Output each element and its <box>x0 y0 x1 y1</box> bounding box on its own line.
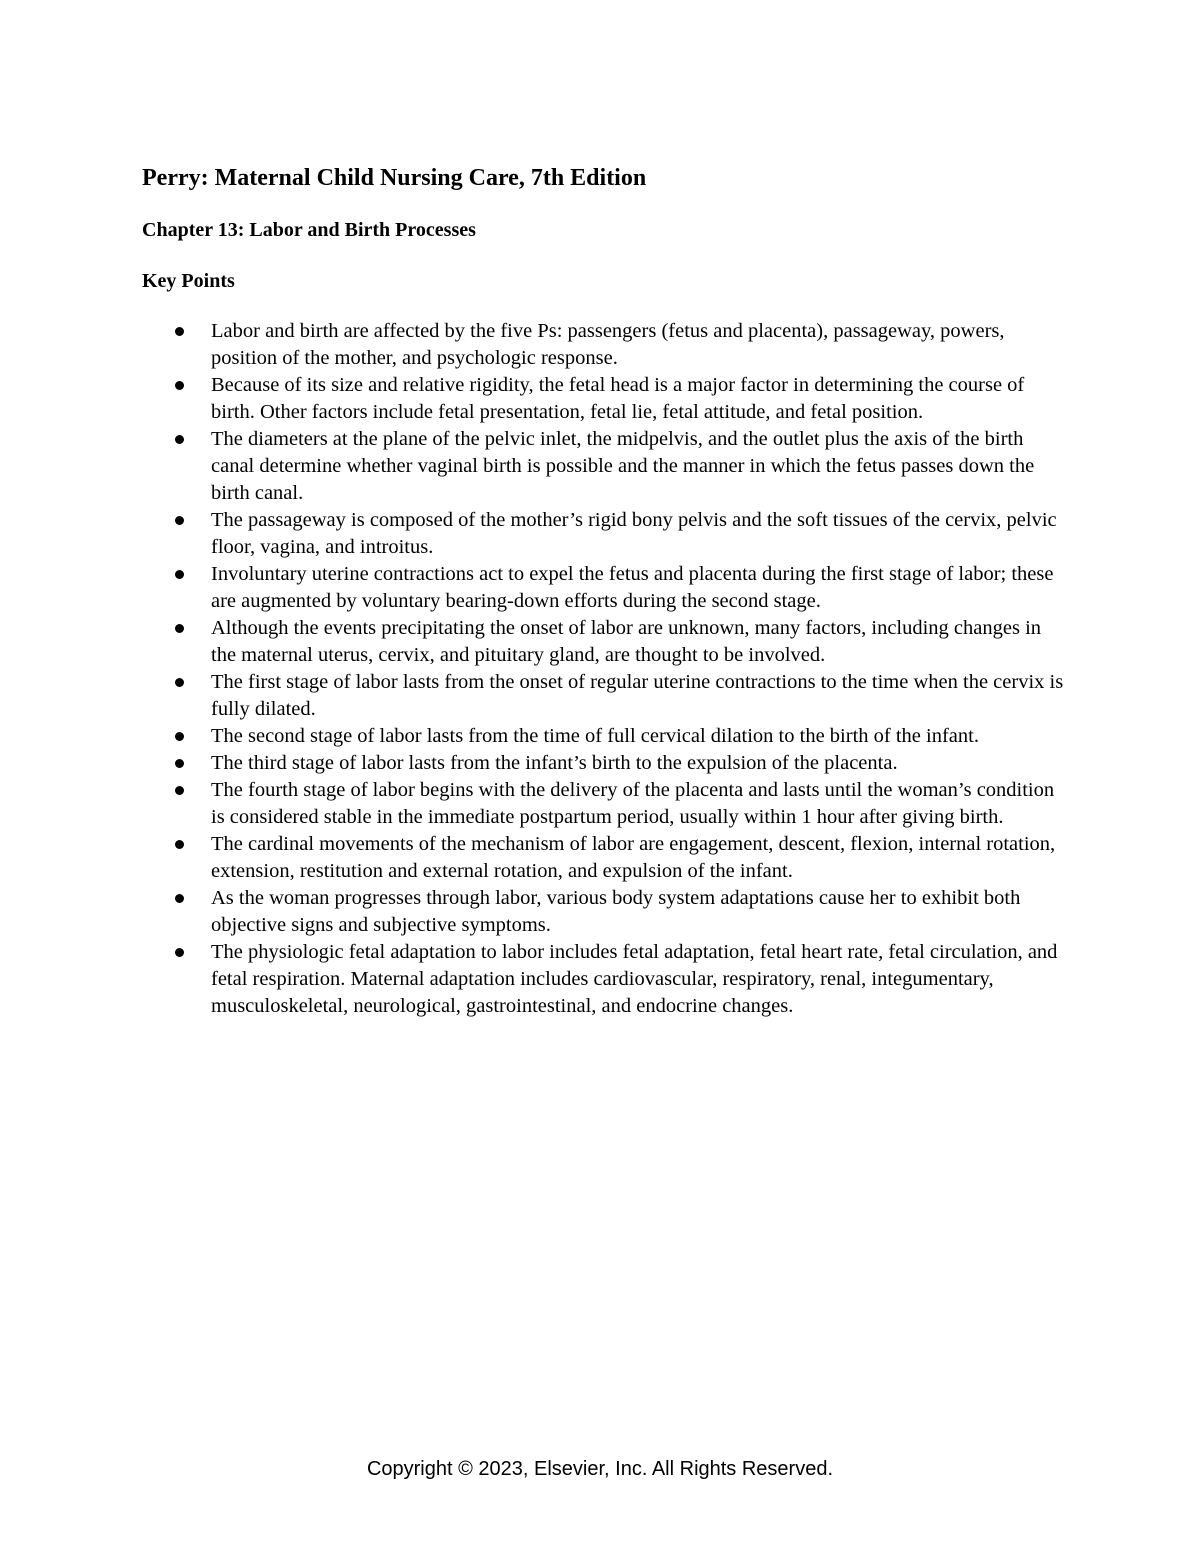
list-item-text: The cardinal movements of the mechanism of labor are engagement, descent, flexion, internal rotation, extension, restitution and external rotation, and expulsion of the infant. <box>211 833 1056 882</box>
bullet-icon <box>175 327 184 336</box>
bullet-icon <box>175 948 184 957</box>
list-item <box>170 318 1070 372</box>
bullet-icon <box>175 786 184 795</box>
list-item-text: Because of its size and relative rigidity, the fetal head is a major factor in determining the course of birth. Other factors include fetal presentation, fetal lie, fetal attitude, and fetal position. <box>211 374 1025 423</box>
bullet-icon <box>175 570 184 579</box>
list-item-text: The fourth stage of labor begins with the delivery of the placenta and lasts until the woman’s condition is considered stable in the immediate postpartum period, usually within 1 hour after giving birth. <box>211 779 1055 828</box>
list-item <box>170 507 1070 561</box>
bullet-icon <box>175 732 184 741</box>
list-item <box>170 426 1070 507</box>
list-item-text: The third stage of labor lasts from the infant’s birth to the expulsion of the placenta. <box>211 752 898 774</box>
bullet-icon <box>175 678 184 687</box>
bullet-icon <box>175 381 184 390</box>
section-heading: Key Points <box>142 270 235 292</box>
list-item-text: The second stage of labor lasts from the time of full cervical dilation to the birth of the infant. <box>211 725 979 747</box>
list-item <box>170 939 1070 1020</box>
list-item-text: The physiologic fetal adaptation to labor includes fetal adaptation, fetal heart rate, fetal circulation, and fetal respiration. Maternal adaptation includes cardiovascular, respiratory, renal, integumentary, musculoskeletal, neurological, gastrointestinal, and endocrine changes. <box>211 941 1058 1017</box>
bullet-icon <box>175 840 184 849</box>
list-item <box>170 723 1070 750</box>
list-item-text: The first stage of labor lasts from the onset of regular uterine contractions to the time when the cervix is fully dilated. <box>211 671 1064 720</box>
key-points-list <box>170 318 1070 1020</box>
list-item-text: The passageway is composed of the mother’s rigid bony pelvis and the soft tissues of the cervix, pelvic floor, vagina, and introitus. <box>211 509 1057 558</box>
list-item-text: Involuntary uterine contractions act to expel the fetus and placenta during the first stage of labor; these are augmented by voluntary bearing-down efforts during the second stage. <box>211 563 1054 612</box>
copyright-footer: Copyright © 2023, Elsevier, Inc. All Rights Reserved. <box>366 1458 834 1480</box>
chapter-title: Chapter 13: Labor and Birth Processes <box>142 219 476 241</box>
bullet-icon <box>175 516 184 525</box>
list-item <box>170 885 1070 939</box>
bullet-icon <box>175 435 184 444</box>
list-item-text: As the woman progresses through labor, various body system adaptations cause her to exhibit both objective signs and subjective symptoms. <box>211 887 1021 936</box>
list-item <box>170 750 1070 777</box>
bullet-icon <box>175 624 184 633</box>
list-item <box>170 777 1070 831</box>
list-item <box>170 669 1070 723</box>
list-item <box>170 372 1070 426</box>
list-item <box>170 831 1070 885</box>
book-title: Perry: Maternal Child Nursing Care, 7th Edition <box>142 165 647 191</box>
list-item <box>170 561 1070 615</box>
bullet-icon <box>175 894 184 903</box>
list-item <box>170 615 1070 669</box>
list-item-text: The diameters at the plane of the pelvic inlet, the midpelvis, and the outlet plus the axis of the birth canal determine whether vaginal birth is possible and the manner in which the fetus passes down the birth canal. <box>211 428 1035 504</box>
bullet-icon <box>175 759 184 768</box>
list-item-text: Labor and birth are affected by the five Ps: passengers (fetus and placenta), passageway, powers, position of the mother, and psychologic response. <box>211 320 1005 369</box>
list-item-text: Although the events precipitating the onset of labor are unknown, many factors, including changes in the maternal uterus, cervix, and pituitary gland, are thought to be involved. <box>211 617 1042 666</box>
